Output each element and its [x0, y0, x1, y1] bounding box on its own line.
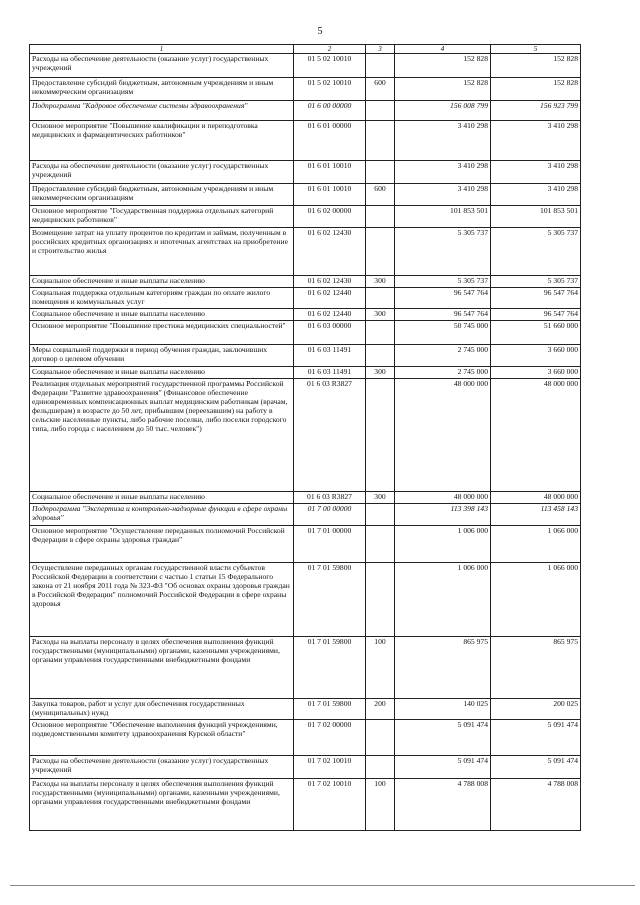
row-amount-col5-cell: 865 975 [491, 637, 581, 699]
table-row [30, 345, 581, 367]
row-amount-col4-cell: 1 006 000 [395, 526, 491, 563]
row-name-cell: Социальное обеспечение и иные выплаты населению [30, 367, 294, 379]
header-col-5: 5 [491, 45, 581, 54]
row-expense-type-cell: 300 [366, 367, 395, 379]
row-amount-col5-cell: 3 410 298 [491, 161, 581, 184]
row-amount-col5-cell: 5 305 737 [491, 276, 581, 288]
row-amount-col4-cell: 5 091 474 [395, 720, 491, 756]
table-row [30, 321, 581, 345]
header-col-4: 4 [395, 45, 491, 54]
row-amount-col4-cell: 3 410 298 [395, 121, 491, 161]
row-amount-col4-cell: 4 788 008 [395, 779, 491, 831]
row-name-cell: Осуществление переданных органам государственной власти субъектов Российской Федерации в соответствии с частью 1 статьи 15 Федерального закона от 21 ноября 2011 года № 323-ФЗ "Об основах охраны здоровья граждан в Российской Федерации" полномочий Российской Федерации в сфере охраны здоровья [30, 563, 294, 637]
row-amount-col4-cell: 5 305 737 [395, 276, 491, 288]
table-row [30, 78, 581, 101]
header-col-1: 1 [30, 45, 294, 54]
row-code-cell: 01 7 01 59800 [294, 637, 366, 699]
row-expense-type-cell: 600 [366, 78, 395, 101]
row-amount-col4-cell: 48 000 000 [395, 492, 491, 504]
table-row [30, 720, 581, 756]
row-code-cell: 01 6 03 R3827 [294, 492, 366, 504]
row-expense-type-cell [366, 288, 395, 309]
row-amount-col5-cell: 96 547 764 [491, 309, 581, 321]
table-row [30, 184, 581, 206]
table-row [30, 526, 581, 563]
row-amount-col4-cell: 152 828 [395, 78, 491, 101]
row-amount-col5-cell: 4 788 008 [491, 779, 581, 831]
header-col-3: 3 [366, 45, 395, 54]
row-name-cell: Социальное обеспечение и иные выплаты населению [30, 276, 294, 288]
row-name-cell: Предоставление субсидий бюджетным, автономным учреждениям и иным некоммерческим организациям [30, 78, 294, 101]
table-row [30, 379, 581, 492]
row-name-cell: Основное мероприятие "Государственная поддержка отдельных категорий медицинских работников" [30, 206, 294, 228]
row-amount-col5-cell: 48 000 000 [491, 379, 581, 492]
row-amount-col5-cell: 1 066 000 [491, 563, 581, 637]
row-code-cell: 01 5 02 10010 [294, 54, 366, 78]
row-code-cell: 01 7 00 00000 [294, 504, 366, 526]
row-code-cell: 01 6 01 10010 [294, 161, 366, 184]
row-amount-col4-cell: 2 745 000 [395, 367, 491, 379]
table-row [30, 637, 581, 699]
row-name-cell: Основное мероприятие "Повышение престижа медицинских специальностей" [30, 321, 294, 345]
table-row [30, 492, 581, 504]
table-row [30, 699, 581, 720]
row-amount-col5-cell: 5 305 737 [491, 228, 581, 276]
table-row [30, 309, 581, 321]
row-amount-col4-cell: 50 745 000 [395, 321, 491, 345]
row-amount-col4-cell: 2 745 000 [395, 345, 491, 367]
table-row [30, 563, 581, 637]
row-name-cell: Основное мероприятие "Осуществление переданных полномочий Российской Федерации в сфере охраны здоровья граждан" [30, 526, 294, 563]
table-row [30, 54, 581, 78]
row-amount-col4-cell: 5 305 737 [395, 228, 491, 276]
row-expense-type-cell [366, 563, 395, 637]
table-row [30, 288, 581, 309]
row-name-cell: Предоставление субсидий бюджетным, автономным учреждениям и иным некоммерческим организациям [30, 184, 294, 206]
row-expense-type-cell [366, 345, 395, 367]
row-expense-type-cell: 200 [366, 699, 395, 720]
row-name-cell: Расходы на выплаты персоналу в целях обеспечения выполнения функций государственными (муниципальными) органами, казенными учреждениями, органами управления государственными внебюджетными фондами [30, 637, 294, 699]
row-amount-col4-cell: 3 410 298 [395, 161, 491, 184]
row-expense-type-cell [366, 321, 395, 345]
row-expense-type-cell [366, 161, 395, 184]
row-code-cell: 01 6 02 00000 [294, 206, 366, 228]
row-amount-col5-cell: 101 853 501 [491, 206, 581, 228]
row-amount-col4-cell: 140 025 [395, 699, 491, 720]
row-code-cell: 01 7 01 00000 [294, 526, 366, 563]
row-name-cell: Реализация отдельных мероприятий государственной программы Российской Федерации "Развитие здравоохранения" (Финансовое обеспечение единовременных компенсационных выплат медицинским работникам (врачам, фельдшерам) в возрасте до 50 лет, прибывшим (переехавшим) на работу в сельские населенные пункты, либо рабочие поселки, либо поселки городского типа, либо города с населением до 50 тыс. человек") [30, 379, 294, 492]
row-amount-col5-cell: 3 660 000 [491, 367, 581, 379]
row-amount-col5-cell: 1 066 000 [491, 526, 581, 563]
table-row [30, 101, 581, 121]
row-name-cell: Основное мероприятие "Обеспечение выполнения функций учреждениями, подведомственными комитету здравоохранения Курской области" [30, 720, 294, 756]
row-name-cell: Расходы на обеспечение деятельности (оказание услуг) государственных учреждений [30, 54, 294, 78]
row-expense-type-cell: 300 [366, 309, 395, 321]
table-row [30, 206, 581, 228]
row-amount-col4-cell: 156 008 799 [395, 101, 491, 121]
row-amount-col4-cell: 865 975 [395, 637, 491, 699]
row-amount-col5-cell: 113 458 143 [491, 504, 581, 526]
row-code-cell: 01 6 01 10010 [294, 184, 366, 206]
row-amount-col5-cell: 48 000 000 [491, 492, 581, 504]
row-code-cell: 01 7 02 10010 [294, 756, 366, 779]
row-amount-col5-cell: 51 660 000 [491, 321, 581, 345]
page-number: 5 [317, 26, 323, 37]
row-code-cell: 01 6 02 12440 [294, 309, 366, 321]
table-header-row [30, 45, 581, 54]
row-code-cell: 01 7 01 59800 [294, 699, 366, 720]
row-amount-col4-cell: 48 000 000 [395, 379, 491, 492]
table-row [30, 161, 581, 184]
row-expense-type-cell [366, 121, 395, 161]
row-name-cell: Расходы на обеспечение деятельности (оказание услуг) государственных учреждений [30, 161, 294, 184]
row-expense-type-cell [366, 206, 395, 228]
footer-divider [10, 885, 635, 886]
row-expense-type-cell: 100 [366, 637, 395, 699]
row-amount-col5-cell: 3 410 298 [491, 121, 581, 161]
header-col-2: 2 [294, 45, 366, 54]
row-amount-col5-cell: 3 410 298 [491, 184, 581, 206]
row-name-cell: Социальная поддержка отдельным категориям граждан по оплате жилого помещения и коммунальных услуг [30, 288, 294, 309]
row-amount-col5-cell: 5 091 474 [491, 720, 581, 756]
row-code-cell: 01 6 03 00000 [294, 321, 366, 345]
row-amount-col5-cell: 96 547 764 [491, 288, 581, 309]
row-code-cell: 01 6 01 00000 [294, 121, 366, 161]
row-expense-type-cell [366, 756, 395, 779]
row-amount-col5-cell: 156 923 799 [491, 101, 581, 121]
row-amount-col4-cell: 3 410 298 [395, 184, 491, 206]
row-name-cell: Меры социальной поддержки в период обучения граждан, заключивших договор о целевом обучении [30, 345, 294, 367]
row-amount-col4-cell: 1 006 000 [395, 563, 491, 637]
row-expense-type-cell: 600 [366, 184, 395, 206]
row-amount-col5-cell: 5 091 474 [491, 756, 581, 779]
row-code-cell: 01 7 02 10010 [294, 779, 366, 831]
row-amount-col4-cell: 152 828 [395, 54, 491, 78]
row-expense-type-cell [366, 54, 395, 78]
table-row [30, 504, 581, 526]
row-code-cell: 01 6 03 11491 [294, 367, 366, 379]
row-amount-col5-cell: 3 660 000 [491, 345, 581, 367]
budget-table [29, 44, 581, 831]
table-row [30, 121, 581, 161]
row-code-cell: 01 6 02 12430 [294, 228, 366, 276]
row-name-cell: Возмещение затрат на уплату процентов по кредитам и займам, полученным в российских кредитных организациях и ипотечных агентствах на приобретение и строительство жилья [30, 228, 294, 276]
row-code-cell: 01 6 03 R3827 [294, 379, 366, 492]
row-expense-type-cell [366, 526, 395, 563]
row-code-cell: 01 7 01 59800 [294, 563, 366, 637]
row-amount-col4-cell: 5 091 474 [395, 756, 491, 779]
row-name-cell: Основное мероприятие "Повышение квалификации и переподготовка медицинских и фармацевтических работников" [30, 121, 294, 161]
row-expense-type-cell [366, 228, 395, 276]
row-expense-type-cell: 300 [366, 492, 395, 504]
row-expense-type-cell: 300 [366, 276, 395, 288]
row-name-cell: Закупка товаров, работ и услуг для обеспечения государственных (муниципальных) нужд [30, 699, 294, 720]
row-amount-col5-cell: 200 025 [491, 699, 581, 720]
row-expense-type-cell: 100 [366, 779, 395, 831]
row-name-cell: Расходы на выплаты персоналу в целях обеспечения выполнения функций государственными (муниципальными) органами, казенными учреждениями, органами управления государственными внебюджетными фондами [30, 779, 294, 831]
row-name-cell: Социальное обеспечение и иные выплаты населению [30, 309, 294, 321]
row-amount-col4-cell: 96 547 764 [395, 309, 491, 321]
row-expense-type-cell [366, 101, 395, 121]
row-amount-col4-cell: 113 398 143 [395, 504, 491, 526]
row-code-cell: 01 6 02 12430 [294, 276, 366, 288]
row-expense-type-cell [366, 720, 395, 756]
row-code-cell: 01 6 03 11491 [294, 345, 366, 367]
row-name-cell: Социальное обеспечение и иные выплаты населению [30, 492, 294, 504]
table-row [30, 276, 581, 288]
table-row [30, 367, 581, 379]
row-amount-col4-cell: 101 853 501 [395, 206, 491, 228]
row-name-cell: Подпрограмма "Экспертиза и контрольно-надзорные функции в сфере охраны здоровья" [30, 504, 294, 526]
row-code-cell: 01 6 02 12440 [294, 288, 366, 309]
table-row [30, 779, 581, 831]
row-expense-type-cell [366, 379, 395, 492]
row-code-cell: 01 5 02 10010 [294, 78, 366, 101]
row-code-cell: 01 7 02 00000 [294, 720, 366, 756]
row-amount-col5-cell: 152 828 [491, 78, 581, 101]
table-row [30, 756, 581, 779]
row-amount-col4-cell: 96 547 764 [395, 288, 491, 309]
row-expense-type-cell [366, 504, 395, 526]
table-row [30, 228, 581, 276]
row-amount-col5-cell: 152 828 [491, 54, 581, 78]
row-code-cell: 01 6 00 00000 [294, 101, 366, 121]
row-name-cell: Расходы на обеспечение деятельности (оказание услуг) государственных учреждений [30, 756, 294, 779]
row-name-cell: Подпрограмма "Кадровое обеспечение системы здравоохранения" [30, 101, 294, 121]
